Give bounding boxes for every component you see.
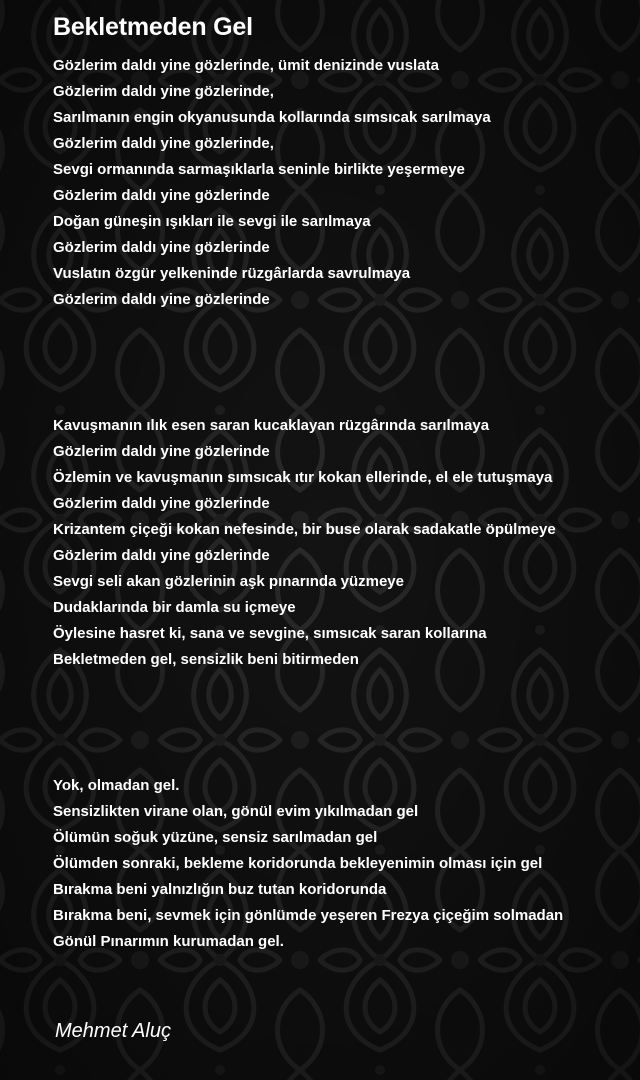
poem-title: Bekletmeden Gel — [53, 13, 253, 41]
poem-line: Sarılmanın engin okyanusunda kollarında sımsıcak sarılmaya — [53, 109, 491, 126]
poem-line: Vuslatın özgür yelkeninde rüzgârlarda savrulmaya — [53, 265, 411, 282]
poem-line: Gönül Pınarımın kurumadan gel. — [53, 933, 284, 950]
poem-line: Ölümün soğuk yüzüne, sensiz sarılmadan gel — [53, 829, 378, 846]
poem-line: Özlemin ve kavuşmanın sımsıcak ıtır kokan ellerinde, el ele tutuşmaya — [53, 469, 553, 486]
poem-line: Doğan güneşin ışıkları ile sevgi ile sarılmaya — [53, 213, 371, 230]
poem-line: Gözlerim daldı yine gözlerinde — [53, 239, 270, 256]
poem-line: Öylesine hasret ki, sana ve sevgine, sımsıcak saran kollarına — [53, 625, 487, 642]
poem-line: Sevgi ormanında sarmaşıklarla seninle birlikte yeşermeye — [53, 161, 465, 178]
poem-line: Kavuşmanın ılık esen saran kucaklayan rüzgârında sarılmaya — [53, 417, 490, 434]
poem-line: Krizantem çiçeği kokan nefesinde, bir buse olarak sadakatle öpülmeye — [53, 521, 556, 538]
poem-line: Yok, olmadan gel. — [53, 777, 180, 794]
stanza-2 — [53, 413, 556, 673]
poem-line: Gözlerim daldı yine gözlerinde — [53, 187, 270, 204]
poem-line: Gözlerim daldı yine gözlerinde — [53, 547, 270, 564]
poem-line: Sensizlikten virane olan, gönül evim yıkılmadan gel — [53, 803, 419, 820]
poem-line: Gözlerim daldı yine gözlerinde — [53, 495, 270, 512]
poem-line: Gözlerim daldı yine gözlerinde, ümit denizinde vuslata — [53, 57, 439, 74]
poem-line: Gözlerim daldı yine gözlerinde, — [53, 135, 274, 152]
poem-author: Mehmet Aluç — [55, 1020, 171, 1042]
poem-line: Bırakma beni, sevmek için gönlümde yeşeren Frezya çiçeğim solmadan — [53, 907, 564, 924]
stanza-1 — [53, 53, 491, 313]
poem-line: Dudaklarında bir damla su içmeye — [53, 599, 296, 616]
poem-line: Gözlerim daldı yine gözlerinde — [53, 291, 270, 308]
poem-line: Bırakma beni yalnızlığın buz tutan koridorunda — [53, 881, 387, 898]
poem-line: Ölümden sonraki, bekleme koridorunda bekleyenimin olması için gel — [53, 855, 543, 872]
poem-line: Bekletmeden gel, sensizlik beni bitirmeden — [53, 651, 359, 668]
poem-line: Gözlerim daldı yine gözlerinde — [53, 443, 270, 460]
poem-line: Sevgi seli akan gözlerinin aşk pınarında yüzmeye — [53, 573, 404, 590]
stanza-3 — [53, 773, 563, 955]
poem-line: Gözlerim daldı yine gözlerinde, — [53, 83, 274, 100]
